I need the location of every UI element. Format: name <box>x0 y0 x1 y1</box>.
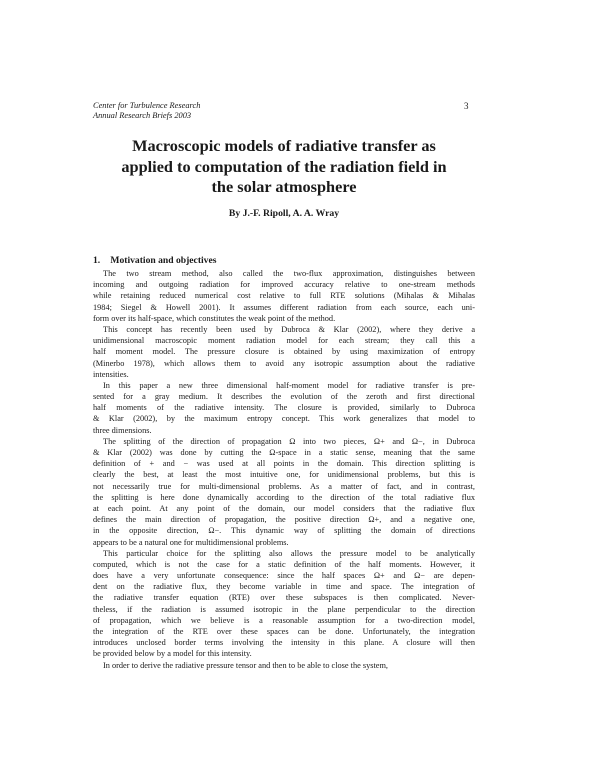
text-line: half moment model. The pressure closure is obtained by using maximization of entropy <box>93 347 475 357</box>
page-number: 3 <box>464 101 469 111</box>
text-line: defines the main direction of propagation, the positive direction Ω+, and a negative one, <box>93 515 475 525</box>
title-line-1: Macroscopic models of radiative transfer as <box>132 136 436 155</box>
text-line: In this paper a new three dimensional half-moment model for radiative transfer is pre- <box>103 380 475 390</box>
section-heading <box>93 255 216 267</box>
body-text <box>93 268 475 671</box>
text-line: half moments of the radiative intensity. The closure is provided, similarly to Dubroca <box>93 403 475 413</box>
text-line: the integration of the RTE over these spaces can be done. Unfortunately, the integration <box>93 627 475 636</box>
section-title: Motivation and objectives <box>110 255 217 266</box>
text-line: unidimensional macroscopic moment radiation model for each stream; they call this a <box>93 336 475 346</box>
text-line: intensities. <box>93 369 129 379</box>
text-line: form over its half-space, which constitutes the weak point of the method. <box>93 313 336 323</box>
text-line: the splitting is here done dynamically according to the direction of the total radiative flux <box>93 492 475 502</box>
text-line: 1984; Siegel & Howell 2001). It assumes different radiation from each source, each uni- <box>93 302 475 312</box>
text-line: The splitting of the direction of propagation Ω into two pieces, Ω+ and Ω−, in Dubroca <box>103 436 475 446</box>
text-line: sented for a gray medium. It describes the evolution of the zeroth and first directional <box>93 392 475 402</box>
text-line: This concept has recently been used by Dubroca & Klar (2002), where they derive a <box>103 324 475 334</box>
paragraph <box>93 268 475 324</box>
title-line-2: applied to computation of the radiation field in <box>121 156 447 176</box>
text-line: three dimensions. <box>93 425 152 435</box>
text-line: while retaining reduced numerical cost relative to full RTE solutions (Mihalas & Mihalas <box>93 291 475 301</box>
text-line: of propagation, which we believe is a reasonable assumption for a two-direction model, <box>93 615 475 625</box>
header-publication: Annual Research Briefs 2003 <box>93 111 192 120</box>
text-line: not necessarily true for multi-dimensional problems. As a matter of fact, and in contrast, <box>93 481 475 491</box>
section-number: 1. <box>93 255 101 266</box>
text-line: definition of + and − was used at all points in the domain. This direction splitting is <box>93 459 475 469</box>
paragraph <box>93 548 475 660</box>
text-line: This particular choice for the splitting also allows the pressure model to be analytically <box>103 548 475 558</box>
text-line: dent on the radiative flux, they become variable in time and space. The integration of <box>93 582 475 592</box>
text-line: (Minerbo 1978), which allows them to avoid any isotropic assumption about the radiative <box>93 358 475 368</box>
text-line: appears to be a natural one for multidimensional problems. <box>93 537 289 547</box>
paragraph <box>93 660 475 671</box>
text-line: & Klar (2002) was done by cutting the Ω-space in a static sense, meaning that the same <box>93 448 475 457</box>
text-line: be provided below by a model for this intensity. <box>93 649 252 659</box>
text-line: the radiative transfer equation (RTE) over these subspaces is then complicated. Never- <box>93 593 475 603</box>
text-line: incoming and outgoing radiation for improved accuracy relative to one-stream methods <box>93 280 475 290</box>
text-line: In order to derive the radiative pressure tensor and then to be able to close the system, <box>103 660 388 670</box>
text-line: does have a very unfortunate consequence: since the half spaces Ω+ and Ω− are depen- <box>93 571 475 581</box>
header-institution: Center for Turbulence Research <box>93 101 201 110</box>
text-line: in the opposite direction, Ω−. This dynamic way of splitting the domain of directions <box>93 526 475 536</box>
text-line: computed, which is not the case for a static definition of the half moments. However, it <box>93 559 475 569</box>
text-line: & Klar (2002), by the maximum entropy concept. This work generalizes that model to <box>93 414 475 424</box>
paragraph <box>93 380 475 436</box>
text-line: theless, if the radiation is assumed isotropic in the plane perpendicular to the direction <box>93 604 475 614</box>
paragraph <box>93 436 475 548</box>
paragraph <box>93 324 475 380</box>
paper-title <box>93 136 475 198</box>
author-byline: By J.-F. Ripoll, A. A. Wray <box>228 208 340 219</box>
text-line: at each point. At any point of the domain, our model considers that the radiative flux <box>93 503 475 513</box>
text-line: introduces unclosed border terms involving the intensity in this plane. A closure will then <box>93 638 475 648</box>
text-line: clearly the best, at least the most intuitive one, for unidimensional problems, but this is <box>93 470 475 480</box>
title-line-3: the solar atmosphere <box>211 177 357 196</box>
text-line: The two stream method, also called the two-flux approximation, distinguishes between <box>103 269 475 278</box>
running-header <box>93 101 475 121</box>
